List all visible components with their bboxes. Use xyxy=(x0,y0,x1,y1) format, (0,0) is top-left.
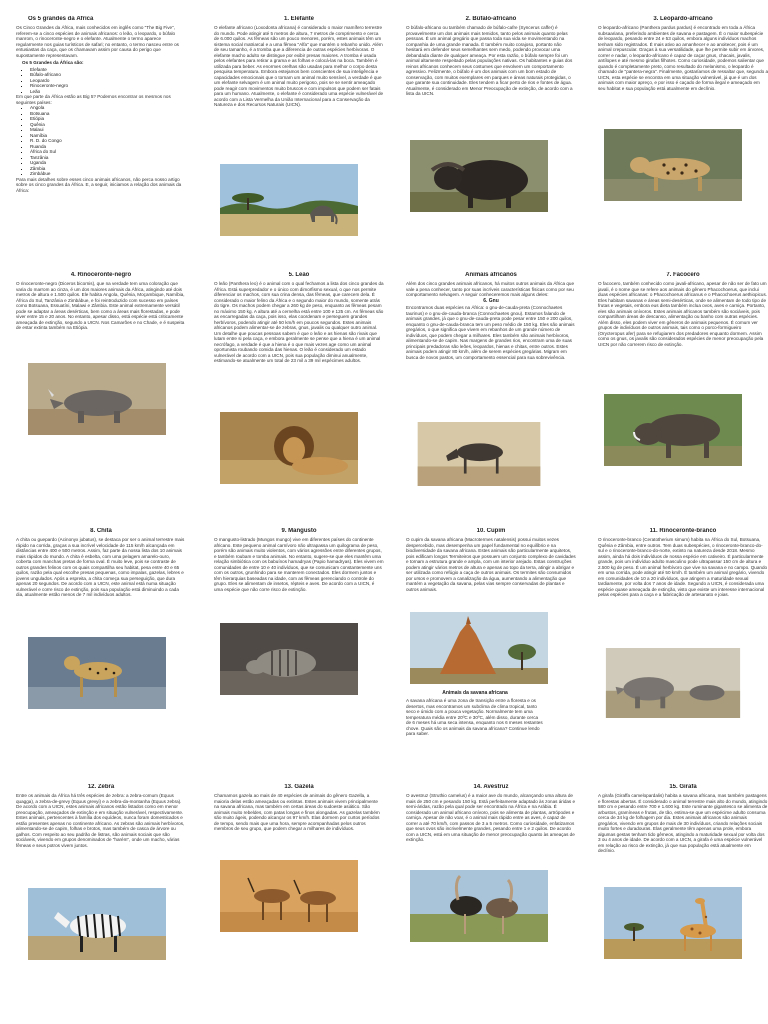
card-title: 15. Girafa xyxy=(669,784,697,790)
zebra-photo xyxy=(28,882,166,966)
card-text: A chita ou guepardo (Acinonyx jubatus), se destaca por ser o animal terrestre mais rápido na corrida, graças a sua incrível velocidade de 115 km/h alcançada em distâncias entre 400 e 500 metros. Assim, faz parte da nossa lista dos 10 animais mais rápidos do mundo. A chita é esbelta, com uma pelagem amarelo-ouro, coberta com manchas pretas de forma oval. É muito leve, pois se contraste de outros grandes felinos com os quais compartilha seu habitat, pesa entre 40 e 65 quilos, razão pela qual escolhe presas pequenas, como impalas, gazelas, lebres e jovens ungulados. Após a espreita, a chita começa sua perseguição, que dura apenas 20 segundos. De acordo com a UICN, este animal está numa situação vulnerável e corre risco de extinção, pois sua população está diminuindo a cada dia, atualmente estão menos de 7 mil indivíduos adultos. xyxy=(16,537,185,597)
card-bufalo xyxy=(406,16,576,258)
card-leopardo xyxy=(598,16,768,258)
card-title: 4. Rinoceronte-negro xyxy=(70,272,132,278)
list-item: ▪ Elefante xyxy=(30,67,186,73)
list-item: ▪ Quênia xyxy=(30,122,186,128)
card-text: O avestruz (Struthio camelus) é a maior ave do mundo, alcançando uma altura de mais de 250 cm e pesando 150 kg. Está perfeitamente adaptado às zonas áridas e semi-áridas, razão pela qual pode ser encontrado na África e na Arábia. É considerado um animal africano onívoro, pois se alimenta de plantas, artrópodes e carniça. Apesar de não voar, é o animal mais rápido entre as aves, é capaz de correr a até 70 km/h, com passos de 3 a 5 metros. Como curiosidade, enfatizamos que seus ovos são incrivelmente grandes, pesando entre 1 e 2 quilos. De acordo com a UICN, está em uma situação de menor preocupação quanto às ameaças de extinção. xyxy=(406,793,576,842)
card-text: Chamamos gazela ao mais de 40 espécies de animais do gênero Gazella, a maioria delas estão ameaçadas ou extintas. Estes animais vivem principalmente na savana africana, mas também em certas áreas do sudoeste asiático. São animais muito rebeldes, com patas longas e finos alongadas. As gazelas também são muito ágeis, podendo alcançar os 97 km/h. Elas dormem por curtos períodos de tempo, sendo mais que uma hora, sempre acompanhadas pelos outros membros de seu grupo, que podem chegar a milhares de indivíduos. xyxy=(214,793,380,831)
list-item: ▪ Ruanda xyxy=(30,144,186,150)
card-title: 5. Leão xyxy=(288,272,310,278)
list-item: ▪ Zâmbia xyxy=(30,166,186,172)
elephant-photo xyxy=(220,164,358,236)
card-chita xyxy=(16,528,186,778)
card-title: 10. Cupim xyxy=(476,528,506,534)
card-title: 8. Chita xyxy=(90,528,112,534)
intro-closing-paragraph: Para mais detalhes sobre esses cinco animais africanos, não perca nosso artigo sobre os cinco grandes da África. E, a seguir, iniciamos a relação dos animais da África: xyxy=(16,176,182,193)
card-title: 2. Búfalo-africano xyxy=(465,16,517,22)
section-text: Além dos cinco grandes animais africanos, há muitos outros animais da África que vale a pena conhecer, tanto por suas incríveis características físicas como por seu comportamento selvagem. A seguir conheceremos mais alguns deles: xyxy=(406,281,575,297)
card-text: A girafa (Giraffa camelopardalis) habita a savana africana, mas também pastagens e florestas abertas. É considerado o animal terrestre mais alto do mundo, atingindo 580 cm e pesando entre 700 e 1.600 kg. Este ruminante gigantesco se alimenta de arbustos, gramíneas e frutas, de tão, estima-se que um espécime adulto consuma cerca de 34 kg de folhagem por dia. Estes animais africanos são animais gregários, vivendo em grupos de mais de 30 indivíduos, criando relações sociais muito fortes e duradouras. Elas geralmente têm apenas uma prole, embora algumas gestas tenham tido gêmeos, atingindo a maturidade sexual por volta dos 3 ou 4 anos de idade. De acordo com a UICN, a girafa é uma espécie vulnerável em relação ao risco de extinção, já que sua população está atualmente em declínio. xyxy=(598,793,768,853)
intro-section xyxy=(16,16,186,216)
list-item: ▪ Zimbábue xyxy=(30,171,186,177)
termite-mound-photo xyxy=(410,608,548,688)
card-gazela xyxy=(214,784,384,972)
intro-countries-paragraph: Em que parte da África estão as Big 5? Podemos encontrar os mesmos nos seguintes países: xyxy=(16,94,171,105)
white-rhino-photo xyxy=(604,648,742,718)
list-item: ▪ Leopardo xyxy=(30,78,186,84)
list-item: ▪ Etiópia xyxy=(30,116,186,122)
list-item: ▪ Angola xyxy=(30,105,186,111)
big-five-list xyxy=(16,67,186,95)
list-item: ▪ R. D. do Congo xyxy=(30,138,186,144)
card-title: 11. Rinoceronte-branco xyxy=(649,528,717,534)
countries-list xyxy=(16,105,186,177)
list-item: ▪ Namíbia xyxy=(30,133,186,139)
leopard-photo xyxy=(604,122,742,208)
list-item: ▪ Leão xyxy=(30,89,186,95)
card-text: O facocero, também conhecido como javali-africano, apesar de não ser de fato um javali, é o nome que se refere aos animais do gênero Phacochoerus, que inclui duas espécies africanas: o Phacochoerus africanus e o Phacochoerus aethiopicus. Eles habitam savanas e áreas semi-desérticas, onde se alimentam de todo tipo de frutas e vegetais, embora eus dieta também inclua ovos, aves e carniça. Portanto, eles são animais onívoros. Estes animais africanos também são sociáveis, pois compartilham áreas de descanso, alimentação ou banho com outras espécies. Além disso, eles podem viver em gêneros de animais pequenos. É comum ver grupos de indivíduos de outros animais, tais como o porco-formigueiro (Orycteropus afer) para se refugiarem dos predadores enquanto dormem. Assim como os gnus, os javalis são considerados espécies de menor preocupação pela UICN por não correrem risco de extinção. xyxy=(598,281,768,347)
card-text: O rinoceronte-negro (Diceros bicornis), que na verdade tem uma coloração que varia do marrom ao cinza, é um dos maiores animais da África, atingindo até dois metros de altura e 1.500 quilos. Ele habita Angola, Quênia, Moçambique, Namíbia, África do Sul, Tanzânia e Zimbábue, e foi reintroduzido com sucesso em países como Botsuana, Essuatíni, Malawi e Zâmbia. Este animal extremamente versátil pode se adaptar a áreas desérticas, bem como a áreas mais florestadas, e pode viver entre 15 e 20 anos. No entanto, apesar disso, está espécie está criticamente ameaçada de extinção, segundo a UICN. Nos Camarões e no Chade, e é suspeita de estar extinta também na Etiópia. xyxy=(16,281,185,330)
list-item: ▪ Uganda xyxy=(30,160,186,166)
card-text: O mangusto-listrado (Mungos mungo) vive em diferentes países do continente africano. Este pequeno animal carnívoro não ultrapassa um quilograma de peso, porém são animais muito violentos, com vários agressões entre diferentes grupos, e também roubam e tomba animais. No entanto, sugere-se que eles mantêm uma relação simbiótica com os babuínos hamadryas (Papio hamadryas). Eles vivem em comunidades de entre 10 e 40 indivíduos, que se comunicam constantemente uns com os outros, grunhindo para se manterem conectados. Eles dormem juntos e têm hierarquias baseadas na idade, com as fêmeas gerenciando o controle do grupo. Eles se alimentam de insetos, répteis e aves. De acordo com a UICN, é uma espécie que não corre risco de extinção. xyxy=(214,537,384,592)
card-title: 9. Mangusto xyxy=(281,528,317,534)
buffalo-photo xyxy=(410,128,548,224)
ostrich-photo xyxy=(410,868,548,944)
list-item: ▪ Búfalo-africano xyxy=(30,72,186,78)
card-girafa xyxy=(598,784,768,972)
intro-paragraph: Os Cinco Grandes da África, mais conhecidos em inglês como "The Big Five", referem-se a cinco espécies de animais africanos: o leão, o leopardo, o búfalo manrom, o rinoceronte-negro e o elefante. Atualmente o termo aparece regularmente nos guias turísticos de safari; no entanto, o termo nasceu entre os entusiastas da caça, que os chamavam assim por causa do perigo que supostamente representavam. xyxy=(16,25,179,58)
card-title: 7. Facocero xyxy=(666,272,700,278)
cheetah-photo xyxy=(28,632,166,714)
card-avestruz xyxy=(406,784,576,972)
black-rhino-photo xyxy=(28,360,166,438)
card-title: 14. Avestruz xyxy=(473,784,509,790)
section-text: A savana africana é uma zona de transição entre a floresta e os desertos, mas encontramos um subclima de clima tropical, tanto seco e úmido com a pouca vegetação. Normalmente tem uma temperatura média entre 20ºC e 30ºC, além disso, durante cerca de 6 meses há uma seca intensa, enquanto nos 6 meses restantes chove. Quais são os animais da savana africana? Continue lendo para saber. xyxy=(406,698,543,736)
card-text: O cupim da savana africana (Macrotermes natalensis) possui muitos vezes despercebido, mas desempenha um papel fundamental no equilíbrio e na biodiversidade da savana africana. Estes animais são particularmente arquitetos, pois edificam longos Termiteiros que possuem um conjunto complexo de cavidades e tornam a estrutura grande e ampla, com um interior arejado. Estas construções podem atingir vários metros de altura e apenas ao topo da terra, atingir a abrigar e ser utilizada como refúgio a caça de outros animais. Os termites são consumidos por ursos e promovem a canalização da água, aumentando a alimentação que mantém a vegetação da savana, pelas vias sempre conservadas de plantas e outros animais. xyxy=(406,537,576,592)
intro-title: Os 5 grandes da África xyxy=(28,16,94,22)
card-title: 13. Gazela xyxy=(284,784,314,790)
card-text: O rinoceronte-branco (Ceratotherium simum) habita na África do Sul, Botsuana, Quênia e Zâmbia, entre outros. Tem duas subespécies, o rinoceronte-branco-do-sul e o rinoceronte-branco-do-norte, extinto na natureza desde 2018. Mesmo assim, ainda há dois indivíduos de nossa espécie em cativeiro. É particularmente grande, pois um indivíduo adulto masculino pode ultrapassar 150 cm de altura e 2.500 kg de peso. É um animal herbívoro que vive na savana e no campo. Quando em uma corrida, pode atingir até 50 km/h. É também um animal gregário, vivendo em comunidades de 10 a 20 indivíduos, que atingem a maturidade sexual tardiamente, por volta dos 7 anos de idade. Segundo a UICN, é considerada uma espécie quase ameaçada de extinção, visto que existe um interesse internacional pelas espécies para a caça e a fabricação de artesanato e joias. xyxy=(598,537,768,597)
warthog-photo xyxy=(604,384,742,476)
section-title: Animais africanos xyxy=(465,272,517,278)
card-title: 1. Elefante xyxy=(283,16,314,22)
list-item: ▪ Tanzânia xyxy=(30,155,186,161)
giraffe-photo xyxy=(604,880,742,966)
card-rinoceronte-negro xyxy=(16,272,186,512)
gazelle-photo xyxy=(220,852,358,940)
intro-list-heading: Os 5 Grandes da África são: xyxy=(22,60,84,65)
card-text: Entre os animais da África há três espécies de zebra: a zebra-comum (Equus quagga), a zebra-de-grevy (Equus grevyi) e a zebra-da-montanha (Equus zebra). De acordo com a UICN, estes animais africanos estão listados como em menor preocupação, ameaçados de extinção e em situação vulnerável, respectivamente. Estes animais, pertencentes à família dos equídeos, nunca foram domesticados e estão presentes apenas no continente africano. As zebras são animais herbívoros, alimentando-se de capim, folhas e brotos, mas também de casca de árvore ou galhos. Com respeito ao seu padrão de listras, são animais sociais que são sociáveis, vivendo em grupos denominados de "harém", onde um macho, várias fêmeas e seus potros vivem juntos. xyxy=(16,793,185,848)
list-item: ▪ Malaui xyxy=(30,127,186,133)
lion-photo xyxy=(220,408,358,488)
card-facocero xyxy=(598,272,768,512)
card-elefante xyxy=(214,16,384,258)
card-text: O búfalo-africano ou também chamado de búfalo-cafre (Syncerus caffer) é provavelmente um dos animais mais temidos, tanto pelos animais quanto pelas pessoas. É um animal gregário que passa toda sua vida se movimentando na companhia de uma grande manada. É também muito corajoso, portanto não hesitará em defender seus semelhantes sem medo, podendo provocar uma debandada diante de qualquer ameaça. Por esta razão, o búfalo sempre foi um animal altamente respeitado pelas populações nativas. Os habitantes e guias dos reinos africanos conhecem seus costumes que envolvem um comportamento agressivo. Felizmente, o búfalo é um dos animais com um bom estado de conservação, com muitos exemplares em parques e áreas naturais protegidas, o que garante sua continuidade. Eles tendem a ficar perto de rios e fontes de água. Atualmente, é considerado em Menor Preocupação de extinção, de acordo com a lista da UICN. xyxy=(406,25,573,96)
card-text: O elefante africano (Loxodonta africana) é considerado o maior mamífero terrestre do mundo. Pode atingir até 5 metros de altura, 7 metros de comprimento e cerca de 6.000 quilos. As fêmeas são um pouco menores, porém, estes animais têm um sistema social matriarcal e a uma fêmea "Alfa" que mantém o rebanho unido. Além de seu tamanho, é a tromba que a diferencia de outras espécies herbívoras. O elefante macho adulto se distingue por exibir presas maiores. A tromba é usada pelos elefantes para retirar a grama e as folhas e colocá-las na boca. Também é utilizada para beber. As enormes orelhas são usadas para melhor o corpo desta pesquisa temperatura. Embora estejamos bem conscientes de sua inteligência e capacidades emocionais que o tornam um animal muito sensível, a verdade é que um elefante selvagem é um animal muito perigoso, pois se se sentir ameaçado pode reagir com movimentos muito bruscos e com impulsos que podem ser fatais para um humano. Atualmente, o elefante é considerado uma espécie vulnerável de acordo com a Lista Vermelha da União Internacional para a Conservação da Natureza e dos Recursos Naturais (UICN). xyxy=(214,25,384,107)
card-mangusto xyxy=(214,528,384,778)
mongoose-photo xyxy=(220,620,358,698)
card-text: O leão (Panthera leo) é o animal com o qual fechamos a lista dos cinco grandes da África. Está superpredador e o único com dimorfismo sexual, o que nos permite diferenciar os machos, com sua crina densa, das fêmeas, que carecem dela. É considerado o maior felino da África e o segundo maior do mundo, somente atrás do tigre. Os machos podem chegar a 260 kg de peso, enquanto as fêmeas pesam no máximo 150 kg. A altura até a cernelha está entre 100 e 125 cm. As fêmeas são as encarregadas da caça, pois isso, elas coordenam e perseguem grandes herbívoros, podendo atingir até 50 km/h em poucos segundos. Estes animais africanos podem alimentar-se de zebras, gnus, javalis ou qualquer outro animal. Um detalhe que poucas pessoas sabem é que o leão e as hienas são rivais que lutam entre si pela caça, e embora geralmente se pense que a hiena é um animal necrófago, a verdade é que a hiena é o que mais vezes age como um animal oportunista roubando comida das hienas. O leão é considerado um estado vulnerável de acordo com a UICN, pois sua população diminui anualmente, estimando-se atualmente um total de 23 mil a 39 mil espécimes adultos. xyxy=(214,281,384,363)
card-title: 12. Zebra xyxy=(87,784,115,790)
wildebeest-photo xyxy=(410,422,548,486)
list-item: ▪ África do Sul xyxy=(30,149,186,155)
card-zebra xyxy=(16,784,186,972)
card-rinoceronte-branco xyxy=(598,528,768,778)
list-item: ▪ Rinoceronte-negro xyxy=(30,83,186,89)
list-item: ▪ Botsuana xyxy=(30,111,186,117)
card-cupim xyxy=(406,528,576,778)
card-gnu xyxy=(406,272,576,512)
card-title: 6. Gnu xyxy=(483,297,499,304)
card-text: Encontramos duas espécies na África: o gnu-de-cauda-preta (Connochaetes taurinus) e o gnu-de-cauda-branca (Connochaetes gnou). Estamos falando de animais grandes, já que o gnu-de-cauda-preta pode pesar entre 150 e 200 quilos, enquanto o gnu-de-cauda-branca tem um peso médio de 150 kg. Eles são animais gregários, o que significa que vivem em rebanhos de um grande número de indivíduos, que podem chegar a milhares. Eles também são animais herbívoros, alimentando-se de capim. Nas margens de grandes rios, encontram uma de suas principais predadoras são leões, leopardos, hienas e chitas, entre outros. Estes animais podem atingir 80 km/h, além de serem espécies gregárias. Migram em busca de novos pastos, um comportamento essencial para sua sobrevivência. xyxy=(406,305,575,360)
card-leao xyxy=(214,272,384,512)
card-text: O leopardo-africano (Panthera pardus pardus) é encontrado em toda a África subsaariana, preferindo ambientes de savana e pastagem. É o maior subespécie de leopardo, pesando entre 24 e 53 quilos, embora alguns indivíduos machos tenham sido registrados. É mais ativo ao amanhecer e ao anoitecer, pois é um animal crepuscular. Graças à sua versatilidade, que lhe permite subir em árvores, correr e nadar, o leopardo-africano é capaz de caçar gnus, chacais, javalis, antílopes e até mesmo girafas filhotes. Como curiosidade, podemos salientar que quando é completamente preto, como resultado do melanismo, o leopardo é chamado de "pantera-negra". Finalmente, gostaríamos de ressaltar que, segundo a UICN, esta espécie se encontra em uma situação vulnerável, já que é um dos animais com maior apreço, e por isso é caçado de forma ilegal e ameaçado em seu habitat e sua população está atualmente em declínio. xyxy=(598,25,768,91)
section-title: Animais da savana africana xyxy=(442,690,508,696)
card-title: 3. Leopardo-africano xyxy=(653,16,713,22)
